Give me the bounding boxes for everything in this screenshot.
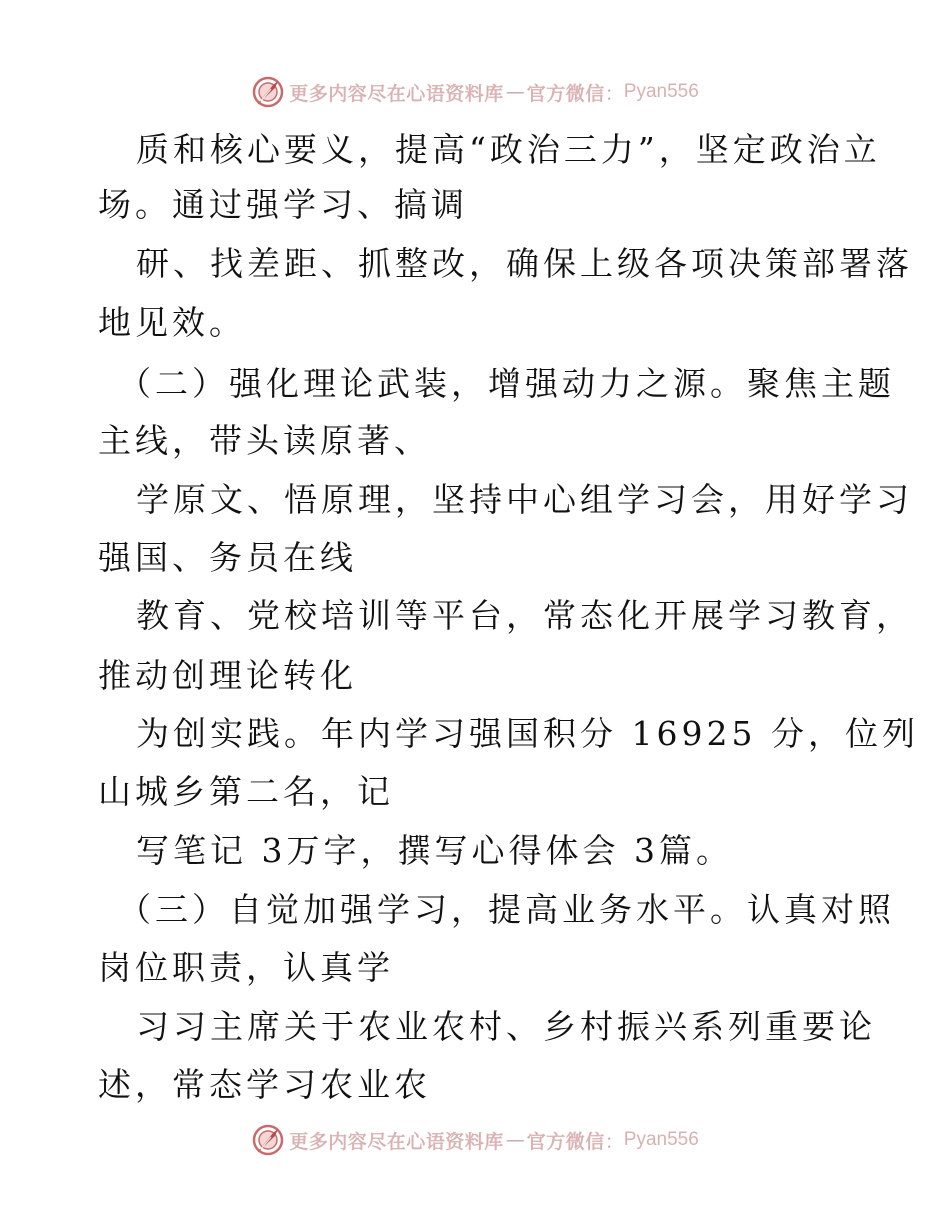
watermark-wechat-id: Pyan556 [623, 1129, 699, 1150]
watermark-text: 更多内容尽在心语资料库 [289, 82, 504, 105]
watermark-colon: ： [604, 1130, 624, 1153]
footer-watermark [0, 1120, 950, 1160]
watermark-text: 更多内容尽在心语资料库 [289, 1130, 504, 1153]
watermark-label: 官方微信 [526, 82, 605, 105]
text-line: 岗位职责，认真学 [98, 948, 394, 987]
watermark-colon: ： [604, 82, 624, 105]
header-watermark [0, 72, 950, 112]
text-line: 教育、党校培训等平台，常态化开展学习教育， [136, 596, 913, 635]
text-line: 述，常态学习农业农 [98, 1065, 431, 1104]
text-line: 为创实践。年内学习强国积分 16925 分，位列 [136, 714, 919, 753]
watermark-label: 官方微信 [526, 1130, 605, 1153]
watermark-dash: — [505, 81, 525, 103]
quill-logo-icon [251, 75, 285, 109]
text-line: 习习主席关于农业农村、乡村振兴系列重要论 [136, 1007, 876, 1046]
text-line: 质和核心要义，提高“政治三力”，坚定政治立 [136, 130, 881, 169]
watermark-dash: — [505, 1129, 525, 1151]
text-line: 山城乡第二名，记 [98, 772, 394, 811]
text-line: 学原文、悟原理，坚持中心组学习会，用好学习 [136, 480, 913, 519]
watermark-wechat-id: Pyan556 [623, 81, 699, 102]
text-line: （二）强化理论武装，增强动力之源。聚焦主题 [118, 364, 895, 403]
quill-logo-icon [251, 1123, 285, 1157]
text-line: 推动创理论转化 [98, 656, 357, 695]
text-line: 地见效。 [98, 303, 246, 342]
text-line: 主线，带头读原著、 [98, 421, 431, 460]
text-line: 强国、务员在线 [98, 538, 357, 577]
text-line: （三）自觉加强学习，提高业务水平。认真对照 [118, 890, 895, 929]
text-line: 场。通过强学习、搞调 [98, 185, 468, 224]
text-line: 写笔记 3万字，撰写心得体会 3篇。 [136, 831, 733, 870]
text-line: 研、找差距、抓整改，确保上级各项决策部署落 [136, 244, 913, 283]
